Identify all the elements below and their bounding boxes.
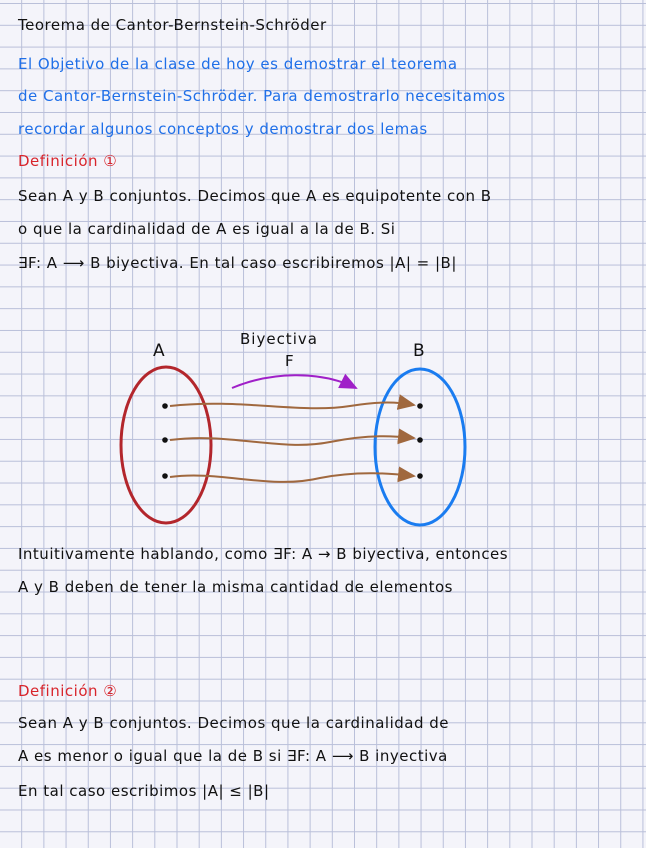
function-label: F: [285, 352, 294, 370]
intuition-line: Intuitivamente hablando, como ∃F: A → B biyectiva, entonces: [18, 545, 509, 563]
element-b-3: [417, 473, 423, 479]
intro-line: recordar algunos conceptos y demostrar dos lemas: [18, 120, 428, 138]
definition-2-line: A es menor o igual que la de B si ∃F: A ⟶ B inyectiva: [18, 747, 448, 765]
intuition-line: A y B deben de tener la misma cantidad de elementos: [18, 578, 453, 596]
intro-line: El Objetivo de la clase de hoy es demostrar el teorema: [18, 55, 458, 73]
definition-1-line: ∃F: A ⟶ B biyectiva. En tal caso escribiremos |A| = |B|: [18, 254, 457, 272]
function-arrow: [232, 375, 356, 388]
definition-2-line: En tal caso escribimos |A| ≤ |B|: [18, 782, 270, 800]
definition-1-line: Sean A y B conjuntos. Decimos que A es equipotente con B: [18, 187, 492, 205]
element-b-1: [417, 403, 423, 409]
element-a-3: [162, 473, 168, 479]
set-b-label: B: [413, 341, 425, 361]
definition-1-heading: Definición ①: [18, 152, 118, 170]
definition-1-line: o que la cardinalidad de A es igual a la de B. Si: [18, 220, 396, 238]
element-b-2: [417, 437, 423, 443]
definition-2-heading: Definición ②: [18, 682, 118, 700]
bijective-label: Biyectiva: [240, 330, 318, 348]
intro-line: de Cantor-Bernstein-Schröder. Para demostrarlo necesitamos: [18, 87, 506, 105]
set-a-label: A: [153, 341, 165, 361]
page-title: Teorema de Cantor-Bernstein-Schröder: [18, 16, 327, 34]
definition-2-line: Sean A y B conjuntos. Decimos que la cardinalidad de: [18, 714, 450, 732]
element-a-1: [162, 403, 168, 409]
set-a-ellipse: [121, 367, 211, 523]
element-a-2: [162, 437, 168, 443]
element-arrow-2: [170, 436, 414, 445]
set-b-ellipse: [375, 369, 465, 525]
